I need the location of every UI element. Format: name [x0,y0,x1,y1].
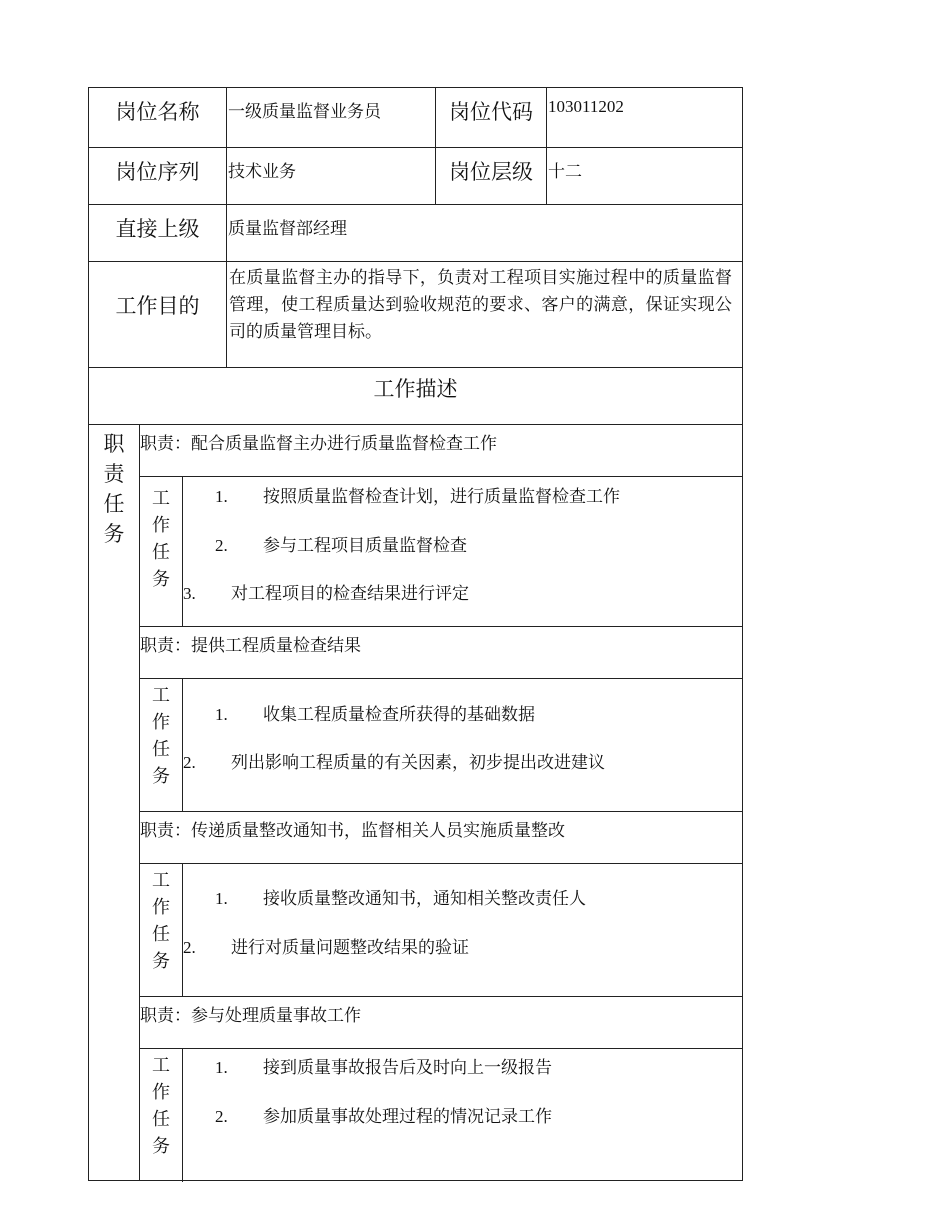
task-text: 列出影响工程质量的有关因素，初步提出改进建议 [231,753,605,772]
duties-section [88,424,743,1181]
task-label-char: 工 [152,1055,170,1075]
task-item [183,579,469,604]
position-name-label: 岗位名称 [115,100,200,124]
task-label [140,1049,183,1182]
task-label-char: 工 [152,488,170,508]
task-item [215,1102,552,1127]
task-text: 收集工程质量检查所获得的基础数据 [263,705,535,724]
duty-tasks [140,679,742,812]
task-list [183,1049,742,1182]
task-label-char: 作 [152,712,170,732]
duty-title: 职责：传递质量整改通知书，监督相关人员实施质量整改 [140,812,742,864]
duty-title: 职责：提供工程质量检查结果 [140,627,742,679]
task-number: 3. [183,584,196,603]
task-label [140,477,183,626]
task-text: 进行对质量问题整改结果的验证 [231,938,469,957]
task-number: 2. [215,1107,228,1126]
purpose-row [88,261,743,367]
duty-label-char: 职 [103,432,125,456]
position-level-value: 十二 [546,148,742,204]
supervisor-label: 直接上级 [115,217,200,241]
header-row-2 [88,147,743,204]
task-number: 1. [215,487,228,506]
task-text: 参与工程项目质量监督检查 [263,536,467,555]
position-sequence-label: 岗位序列 [115,160,200,184]
position-code-value: 103011202 [546,88,742,147]
task-label-char: 务 [152,766,170,786]
task-text: 参加质量事故处理过程的情况记录工作 [263,1107,552,1126]
task-label-char: 任 [152,1109,170,1129]
position-sequence-value: 技术业务 [226,148,435,204]
purpose-value: 在质量监督主办的指导下，负责对工程项目实施过程中的质量监督管理，使工程质量达到验收规范的要求、客户的满意，保证实现公司的质量管理目标。 [226,262,742,367]
duty-tasks [140,864,742,997]
task-item [183,933,469,958]
supervisor-row [88,204,743,261]
task-label-char: 任 [152,739,170,759]
duty-label-column [89,425,140,1180]
purpose-label: 工作目的 [115,294,200,318]
task-label [140,864,183,996]
task-label-char: 作 [152,897,170,917]
task-number: 1. [215,1058,228,1077]
task-item [215,482,620,507]
header-row-1 [88,87,743,147]
task-label-char: 务 [152,1136,170,1156]
task-text: 对工程项目的检查结果进行评定 [231,584,469,603]
task-number: 2. [183,753,196,772]
task-label-char: 作 [152,515,170,535]
duty-label-char: 责 [103,462,125,486]
duty-tasks [140,1049,742,1182]
task-item [183,748,605,773]
job-description-table [88,87,743,1181]
section-title: 工作描述 [373,377,458,401]
task-label-char: 务 [152,569,170,589]
task-label-char: 任 [152,924,170,944]
task-label-char: 工 [152,870,170,890]
task-item [215,884,586,909]
task-label-char: 工 [152,685,170,705]
task-item [215,1053,552,1078]
duty-label-char: 务 [103,522,125,546]
task-text: 按照质量监督检查计划，进行质量监督检查工作 [263,487,620,506]
position-code-label: 岗位代码 [435,88,546,147]
task-text: 接收质量整改通知书，通知相关整改责任人 [263,889,586,908]
supervisor-value: 质量监督部经理 [226,205,742,261]
task-item [215,700,535,725]
task-number: 2. [215,536,228,555]
task-label-char: 任 [152,542,170,562]
task-list [183,679,742,811]
duty-title: 职责：配合质量监督主办进行质量监督检查工作 [140,425,742,477]
position-name-value: 一级质量监督业务员 [226,88,435,147]
task-number: 1. [215,889,228,908]
duty-tasks [140,477,742,627]
task-text: 接到质量事故报告后及时向上一级报告 [263,1058,552,1077]
task-label-char: 务 [152,951,170,971]
duty-title: 职责：参与处理质量事故工作 [140,997,742,1049]
task-list [183,864,742,996]
task-label [140,679,183,811]
task-number: 1. [215,705,228,724]
section-title-row [88,367,743,424]
duties-content [140,425,742,1180]
task-list [183,477,742,626]
task-label-char: 作 [152,1082,170,1102]
task-item [215,531,467,556]
position-level-label: 岗位层级 [435,148,546,204]
duty-label-char: 任 [103,492,125,516]
task-number: 2. [183,938,196,957]
duty-label [89,425,139,549]
